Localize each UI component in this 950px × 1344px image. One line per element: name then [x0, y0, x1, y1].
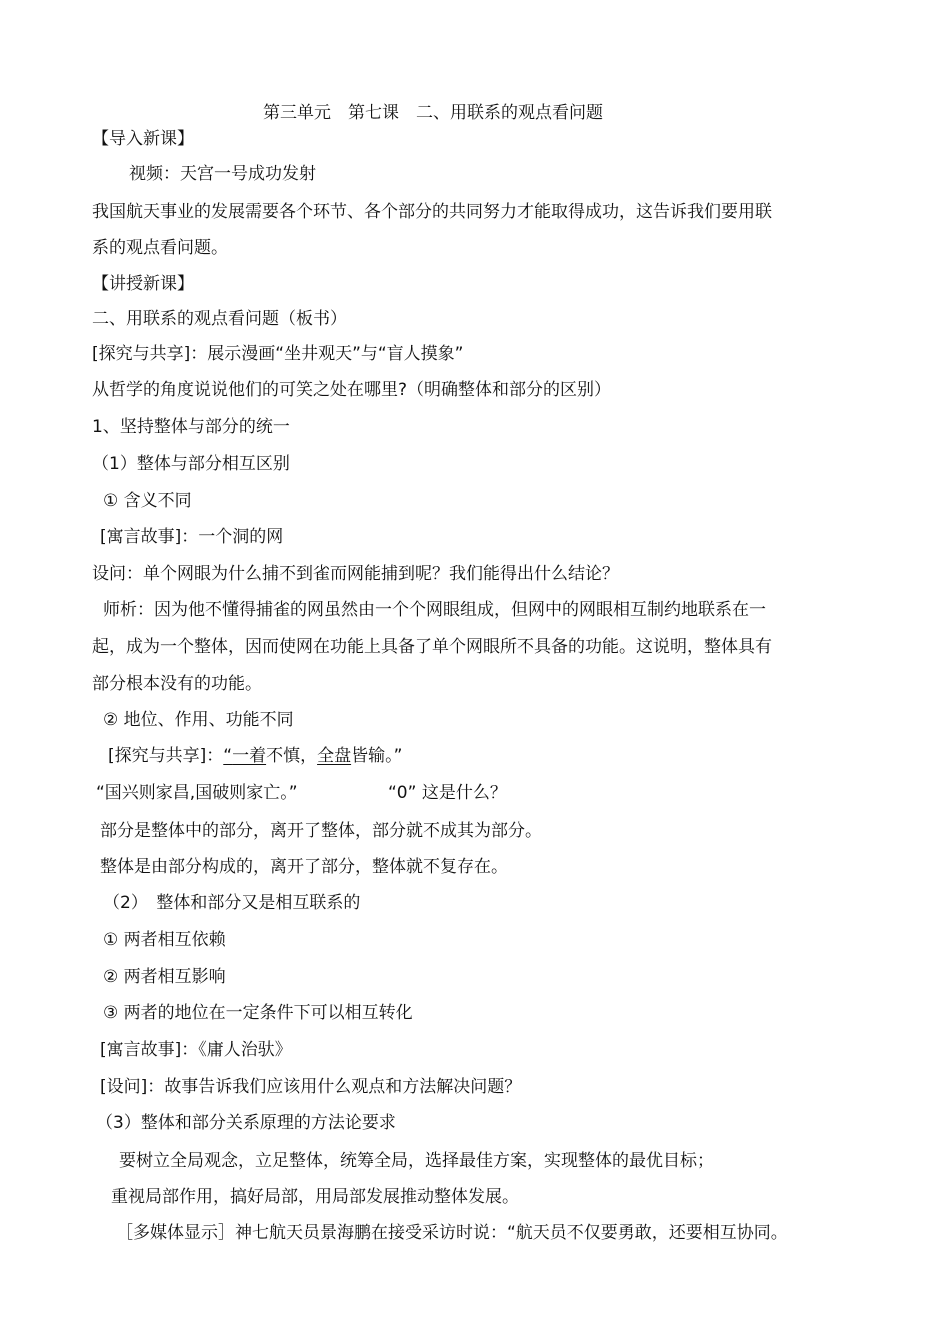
point-1-2-b: ② 两者相互影响	[103, 967, 226, 987]
explore-2-open-quote: “	[223, 746, 233, 766]
explore-2-underlined-1: 一着	[232, 746, 267, 766]
video-line: 视频：天宫一号成功发射	[129, 164, 316, 184]
point-1-1-a: ① 含义不同	[103, 491, 192, 511]
section-title: 二、用联系的观点看问题（板书）	[92, 309, 347, 329]
lecture-heading: 【讲授新课】	[92, 274, 194, 294]
point-1-1-b: ② 地位、作用、功能不同	[103, 710, 294, 730]
method-line-2: 重视局部作用，搞好局部，用局部发展推动整体发展。	[111, 1187, 519, 1207]
question-line-1: 设问：单个网眼为什么捕不到雀而网能捕到呢？我们能得出什么结论？	[92, 564, 619, 584]
point-1-2-c: ③ 两者的地位在一定条件下可以相互转化	[103, 1003, 413, 1023]
point-1-2-a: ① 两者相互依赖	[103, 930, 226, 950]
intro-paragraph-line-1: 我国航天事业的发展需要各个环节、各个部分的共同努力才能取得成功，这告诉我们要用联	[92, 202, 772, 222]
explore-line-2	[108, 745, 402, 767]
question-line-2: [设问]：故事告诉我们应该用什么观点和方法解决问题？	[100, 1077, 522, 1097]
explore-question-1: 从哲学的角度说说他们的可笑之处在哪里?（明确整体和部分的区别）	[92, 380, 612, 400]
quote-country: “国兴则家昌,国破则家亡。”	[96, 783, 298, 803]
fable-line-2: [寓言故事]：《庸人治驮》	[100, 1040, 292, 1060]
analysis-line-3: 部分根本没有的功能。	[92, 674, 262, 694]
explore-line-1: [探究与共享]：展示漫画“坐井观天”与“盲人摸象”	[92, 344, 464, 364]
analysis-line-1: 师析：因为他不懂得捕雀的网虽然由一个个网眼组成，但网中的网眼相互制约地联系在一	[103, 600, 766, 620]
part-definition: 部分是整体中的部分，离开了整体，部分就不成其为部分。	[100, 821, 542, 841]
method-line-1: 要树立全局观念，立足整体，统筹全局，选择最佳方案，实现整体的最优目标；	[119, 1151, 714, 1171]
document-title: 第三单元 第七课 二、用联系的观点看问题	[263, 103, 603, 123]
explore-2-prefix: [探究与共享]：	[108, 746, 224, 766]
whole-definition: 整体是由部分构成的，离开了部分，整体就不复存在。	[100, 857, 508, 877]
point-1-2-heading: （2） 整体和部分又是相互联系的	[103, 893, 361, 913]
point-1-heading: 1、坚持整体与部分的统一	[92, 417, 290, 437]
analysis-line-2: 起，成为一个整体，因而使网在功能上具备了单个网眼所不具备的功能。这说明，整体具有	[92, 637, 772, 657]
media-line: ［多媒体显示］神七航天员景海鹏在接受采访时说：“航天员不仅要勇敢，还要相互协同。	[116, 1223, 788, 1243]
explore-2-end: 皆输。”	[351, 746, 403, 766]
point-1-1-heading: （1）整体与部分相互区别	[92, 454, 290, 474]
intro-paragraph-line-2: 系的观点看问题。	[92, 238, 228, 258]
explore-2-middle: 不慎，	[266, 746, 318, 766]
point-1-3-heading: （3）整体和部分关系原理的方法论要求	[96, 1113, 396, 1133]
explore-2-underlined-2: 全盘	[317, 746, 352, 766]
intro-heading: 【导入新课】	[92, 129, 194, 149]
quote-zero: “0” 这是什么？	[388, 783, 507, 803]
fable-line-1: [寓言故事]：一个洞的网	[100, 527, 284, 547]
